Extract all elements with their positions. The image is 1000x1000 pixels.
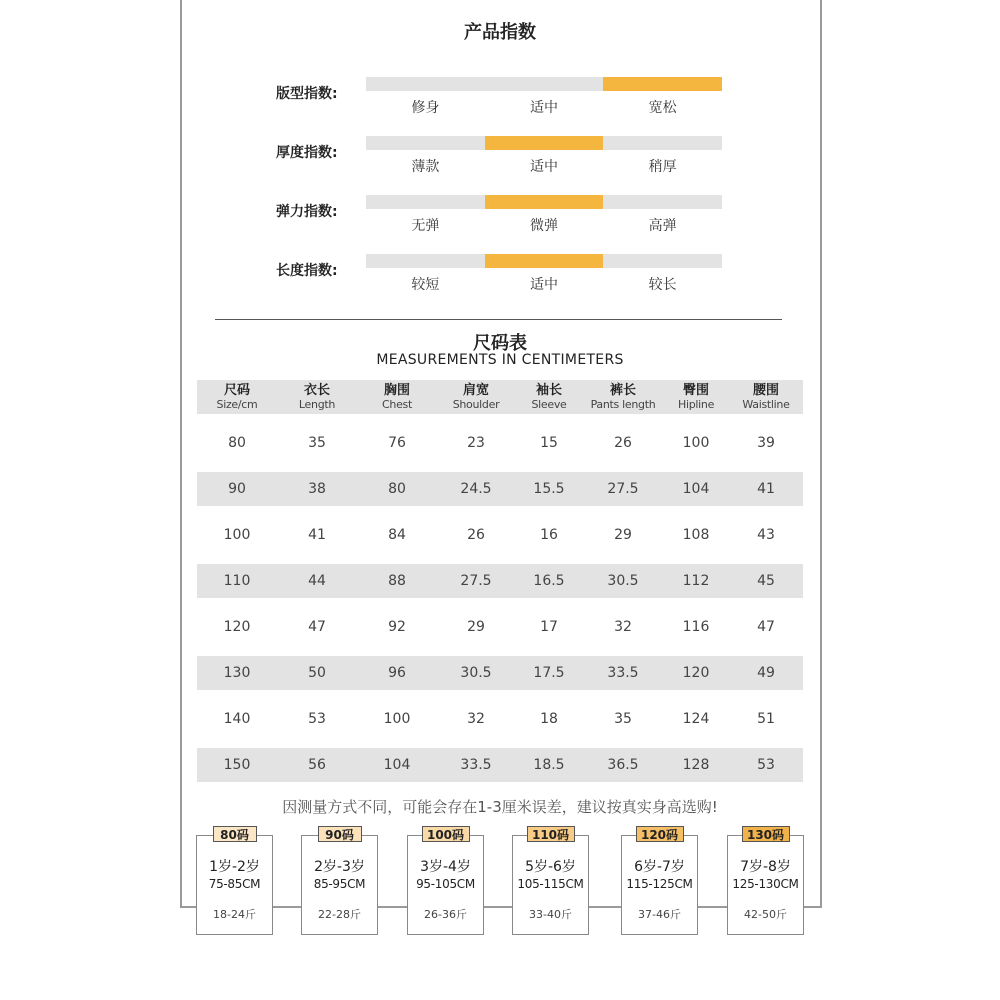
index-option-label: 微弹	[530, 218, 558, 234]
frame-bottom-border	[180, 906, 822, 908]
table-cell: 26	[467, 527, 485, 543]
table-cell: 50	[308, 665, 326, 681]
size-card-weight: 33-40斤	[529, 908, 572, 921]
table-cell: 47	[757, 619, 775, 635]
index-bar	[366, 195, 722, 209]
index-bar-segment	[603, 254, 722, 268]
table-cell: 26	[614, 435, 632, 451]
header-cell-en: Size/cm	[216, 397, 258, 411]
size-badge: 130码	[742, 826, 790, 842]
size-card-weight: 18-24斤	[213, 908, 256, 921]
table-cell: 80	[388, 481, 406, 497]
size-card	[196, 835, 273, 935]
table-row	[197, 748, 803, 782]
index-label: 版型指数:	[276, 86, 338, 102]
size-card	[621, 835, 698, 935]
size-card-age: 5岁-6岁	[525, 859, 576, 875]
index-label: 弹力指数:	[276, 204, 338, 220]
table-cell: 30.5	[460, 665, 492, 681]
header-cell	[663, 380, 729, 414]
table-cell: 17.5	[533, 665, 565, 681]
size-card	[512, 835, 589, 935]
index-options	[366, 97, 722, 117]
size-card	[727, 835, 804, 935]
size-card-height: 125-130CM	[732, 877, 799, 891]
table-row	[197, 656, 803, 690]
index-option-label: 修身	[411, 100, 440, 116]
table-cell: 35	[614, 711, 632, 727]
table-cell: 53	[308, 711, 326, 727]
header-cell-en: Hipline	[677, 397, 715, 411]
header-cell-zh: 尺码	[223, 382, 250, 398]
index-option-label: 无弹	[411, 218, 440, 234]
table-row	[197, 426, 803, 460]
index-label: 厚度指数:	[276, 145, 338, 161]
size-card-age: 3岁-4岁	[420, 859, 471, 875]
table-cell: 32	[614, 619, 632, 635]
table-cell: 39	[757, 435, 775, 451]
table-row	[197, 518, 803, 552]
size-card-age: 2岁-3岁	[314, 859, 365, 875]
table-cell: 90	[228, 481, 246, 497]
table-cell: 53	[757, 757, 775, 773]
size-card-height: 115-125CM	[626, 877, 693, 891]
header-cell-en: Pants length	[590, 397, 656, 411]
header-cell	[437, 380, 515, 414]
size-card-weight: 26-36斤	[424, 908, 467, 921]
table-cell: 15	[540, 435, 558, 451]
table-cell: 36.5	[607, 757, 639, 773]
index-option-label: 高弹	[648, 218, 677, 234]
table-cell: 18	[540, 711, 558, 727]
size-card-age: 7岁-8岁	[740, 859, 791, 875]
table-cell: 41	[757, 481, 775, 497]
table-cell: 30.5	[607, 573, 639, 589]
index-option-label: 适中	[530, 277, 558, 293]
header-cell-zh: 胸围	[383, 382, 410, 398]
table-cell: 16	[540, 527, 558, 543]
size-card-height: 75-85CM	[208, 877, 261, 891]
table-cell: 80	[228, 435, 246, 451]
section-divider	[215, 319, 782, 320]
size-chart-title: 尺码表	[473, 333, 527, 354]
size-card-weight: 42-50斤	[744, 908, 787, 921]
size-card-height: 105-115CM	[517, 877, 584, 891]
index-options	[366, 215, 722, 235]
table-cell: 51	[757, 711, 775, 727]
size-card-age: 1岁-2岁	[209, 859, 260, 875]
table-row	[197, 564, 803, 598]
header-cell-zh: 腰围	[752, 382, 779, 398]
header-cell-zh: 肩宽	[462, 382, 489, 398]
header-cell-en: Length	[298, 397, 336, 411]
size-card	[407, 835, 484, 935]
index-bar-segment	[366, 254, 485, 268]
header-cell	[515, 380, 583, 414]
table-cell: 120	[223, 619, 251, 635]
index-option-label: 适中	[530, 100, 558, 116]
table-cell: 84	[388, 527, 406, 543]
table-cell: 49	[757, 665, 775, 681]
index-bar	[366, 254, 722, 268]
size-card-age: 6岁-7岁	[634, 859, 685, 875]
size-badge: 80码	[213, 826, 257, 842]
index-option-label: 适中	[530, 159, 558, 175]
header-cell	[583, 380, 663, 414]
table-cell: 104	[682, 481, 710, 497]
size-card-weight: 22-28斤	[318, 908, 361, 921]
size-badge: 100码	[422, 826, 470, 842]
size-badge: 110码	[527, 826, 575, 842]
frame-right-border	[820, 0, 822, 908]
table-cell: 76	[388, 435, 406, 451]
table-cell: 92	[388, 619, 406, 635]
table-cell: 96	[388, 665, 406, 681]
table-cell: 150	[223, 757, 251, 773]
table-cell: 110	[223, 573, 251, 589]
header-cell-zh: 臀围	[682, 382, 709, 398]
table-cell: 100	[682, 435, 710, 451]
index-bar-segment	[366, 136, 485, 150]
index-bar-segment	[485, 77, 604, 91]
table-cell: 140	[223, 711, 251, 727]
table-row	[197, 472, 803, 506]
table-cell: 112	[682, 573, 710, 589]
index-option-label: 较短	[411, 277, 440, 293]
table-cell: 124	[682, 711, 710, 727]
table-cell: 116	[682, 619, 710, 635]
header-cell-zh: 袖长	[535, 382, 562, 398]
index-options	[366, 274, 722, 294]
product-index-title: 产品指数	[464, 22, 536, 43]
table-cell: 130	[223, 665, 251, 681]
index-option-label: 稍厚	[648, 159, 677, 175]
header-cell-en: Sleeve	[531, 397, 567, 411]
table-cell: 128	[682, 757, 710, 773]
index-bar-segment-selected	[485, 136, 604, 150]
index-label: 长度指数:	[276, 263, 338, 279]
frame-left-border	[180, 0, 182, 908]
table-cell: 29	[467, 619, 485, 635]
table-cell: 100	[223, 527, 251, 543]
index-bar	[366, 136, 722, 150]
header-cell	[729, 380, 803, 414]
index-bar-segment	[366, 195, 485, 209]
table-cell: 27.5	[607, 481, 639, 497]
header-cell-en: Shoulder	[452, 397, 500, 411]
size-card-height: 85-95CM	[313, 877, 366, 891]
header-cell-en: Waistline	[742, 397, 790, 411]
table-cell: 15.5	[533, 481, 565, 497]
table-cell: 100	[383, 711, 411, 727]
index-bar-segment	[366, 77, 485, 91]
table-cell: 47	[308, 619, 326, 635]
table-cell: 120	[682, 665, 710, 681]
index-bar-segment-selected	[485, 254, 604, 268]
table-cell: 23	[467, 435, 485, 451]
table-cell: 56	[308, 757, 326, 773]
size-table-header	[197, 380, 803, 414]
table-cell: 44	[308, 573, 326, 589]
table-row	[197, 610, 803, 644]
size-badge: 120码	[636, 826, 684, 842]
size-chart-subtitle: MEASUREMENTS IN CENTIMETERS	[376, 352, 624, 368]
size-card	[301, 835, 378, 935]
index-option-label: 较长	[648, 277, 677, 293]
size-card-height: 95-105CM	[416, 877, 475, 891]
index-bar-segment	[603, 195, 722, 209]
table-cell: 17	[540, 619, 558, 635]
header-cell-zh: 裤长	[609, 382, 636, 398]
header-cell	[197, 380, 277, 414]
table-cell: 24.5	[460, 481, 492, 497]
index-bar-segment	[603, 136, 722, 150]
size-badge: 90码	[318, 826, 362, 842]
index-bar-segment-selected	[603, 77, 722, 91]
table-cell: 45	[757, 573, 775, 589]
size-card-weight: 37-46斤	[638, 908, 681, 921]
table-row	[197, 702, 803, 736]
table-cell: 33.5	[607, 665, 639, 681]
table-cell: 35	[308, 435, 326, 451]
table-cell: 29	[614, 527, 632, 543]
table-cell: 27.5	[460, 573, 492, 589]
index-options	[366, 156, 722, 176]
table-cell: 38	[308, 481, 326, 497]
table-cell: 33.5	[460, 757, 492, 773]
header-cell	[277, 380, 357, 414]
table-cell: 16.5	[533, 573, 565, 589]
table-cell: 108	[682, 527, 710, 543]
table-cell: 18.5	[533, 757, 565, 773]
measurement-note: 因测量方式不同，可能会存在1-3厘米误差，建议按真实身高选购!	[282, 798, 718, 816]
table-cell: 104	[383, 757, 411, 773]
table-cell: 88	[388, 573, 406, 589]
header-cell-en: Chest	[382, 397, 412, 411]
table-cell: 43	[757, 527, 775, 543]
index-option-label: 薄款	[411, 159, 440, 175]
index-option-label: 宽松	[648, 100, 677, 116]
table-cell: 32	[467, 711, 485, 727]
table-cell: 41	[308, 527, 326, 543]
header-cell-zh: 衣长	[303, 382, 330, 398]
index-bar	[366, 77, 722, 91]
index-bar-segment-selected	[485, 195, 604, 209]
header-cell	[357, 380, 437, 414]
